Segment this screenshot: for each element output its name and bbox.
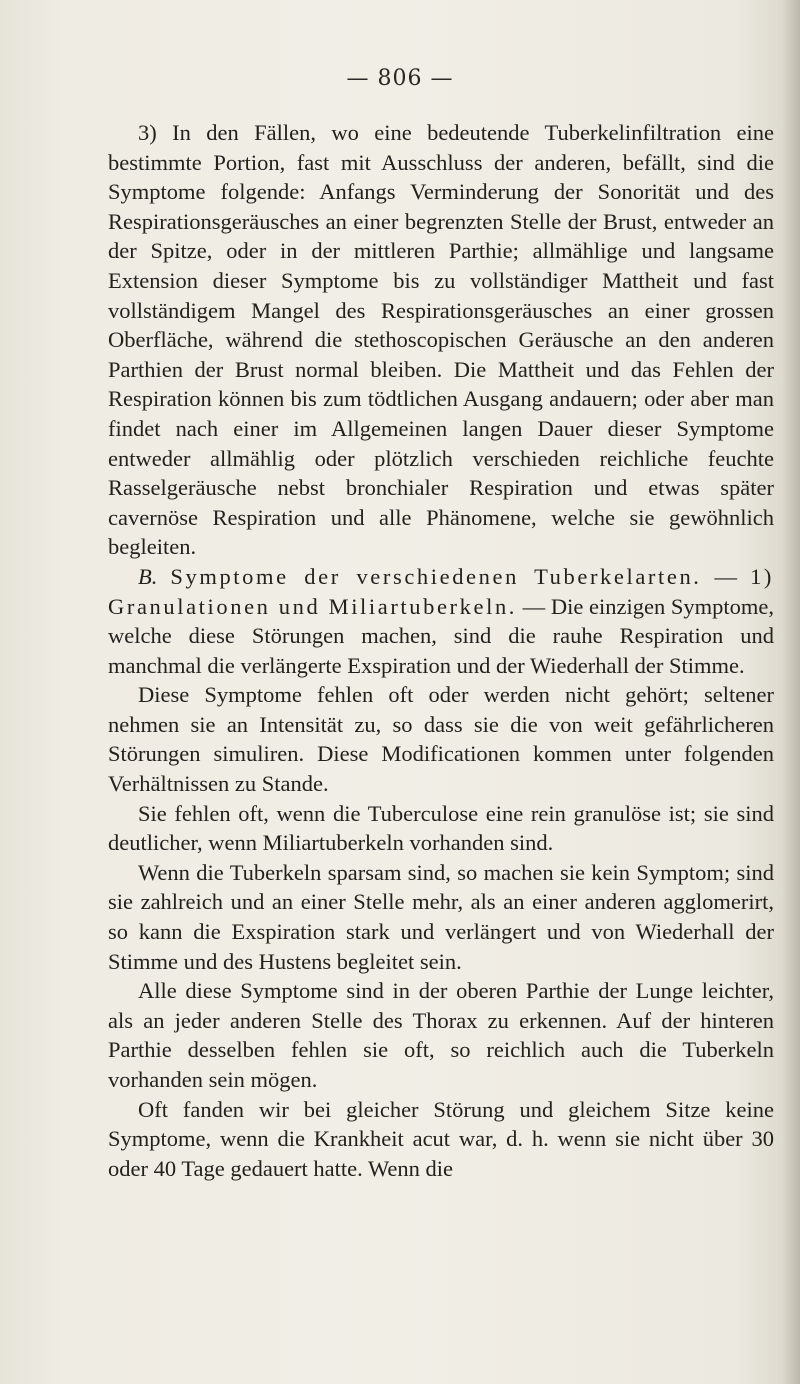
paragraph-oft-fanden: Oft fanden wir bei gleicher Störung und gleichem Sitze keine Symptome, wenn die Krankheit acut war, d. h. wenn sie nicht über 30 oder 40 Tage gedauert hatte. Wenn die: [108, 1096, 774, 1181]
paragraph-wenn-tuberkeln: Wenn die Tuberkeln sparsam sind, so machen sie kein Symptom; sind sie zahlreich und an einer Stelle mehr, als an einer anderen agglomerirt, so kann die Exspiration stark und verlängert und von Wiederhall der Stimme und des Hustens begleitet sein.: [108, 859, 774, 974]
page-number: — 806 —: [346, 66, 454, 91]
paragraph-section-b: [108, 562, 774, 680]
section-letter: B.: [138, 563, 158, 589]
section-b-text: Die einzigen Symptome, welche diese Störungen machen, sind die rauhe Respiration und manchmal die verlängerte Exspiration und der Wiederhall der Stimme.: [108, 593, 774, 678]
paragraph-alle-symptome: Alle diese Symptome sind in der oberen Parthie der Lunge leichter, als an jeder anderen Stelle des Thorax zu erkennen. Auf der hinteren Parthie desselben fehlen sie oft, so reichlich auch die Tuberkeln vorhanden sein mögen.: [108, 978, 774, 1092]
page-edge-shadow: [782, 0, 800, 1384]
subsection-heading: 1) Granulationen und Miliartuberkeln.: [108, 563, 775, 619]
paragraph-diese-symptome: Diese Symptome fehlen oft oder werden nicht gehört; seltener nehmen sie an Intensität zu, so dass sie die von weit gefährlicheren Störungen simuliren. Diese Modificationen kommen unter folgenden Verhältnissen zu Stande.: [108, 682, 774, 797]
body-text: [108, 118, 774, 1183]
dash-separator: —: [517, 593, 551, 619]
paragraph-sie-fehlen: Sie fehlen oft, wenn die Tuberculose eine rein granulöse ist; sie sind deutlicher, wenn Miliartuberkeln vorhanden sind.: [108, 800, 774, 856]
dash-separator: —: [701, 563, 751, 589]
paragraph-3: 3) In den Fällen, wo eine bedeutende Tuberkelinfiltration eine bestimmte Portion, fast mit Ausschluss der anderen, befällt, sind die Symptome folgende: Anfangs Verminderung der Sonorität und des Respirationsgeräusches an einer begrenzten Stelle der Brust, entweder an der Spitze, oder in der mittleren Parthie; allmählige und langsame Extension dieser Symptome bis zu vollständiger Mattheit und fast vollständigem Mangel des Respirationsgeräusches an einer grossen Oberfläche, während die stethoscopischen Geräusche an den anderen Parthien der Brust normal bleiben. Die Mattheit und das Fehlen der Respiration können bis zum tödtlichen Ausgang andauern; oder aber man findet nach einer im Allgemeinen langen Dauer dieser Symptome entweder allmählig oder plötzlich verschieden reichliche feuchte Rasselgeräusche nebst bronchialer Respiration und etwas später cavernöse Respiration und alle Phänomene, welche sie gewöhnlich begleiten.: [108, 120, 774, 560]
section-heading: Symptome der verschiedenen Tuberkelarten.: [170, 563, 702, 589]
